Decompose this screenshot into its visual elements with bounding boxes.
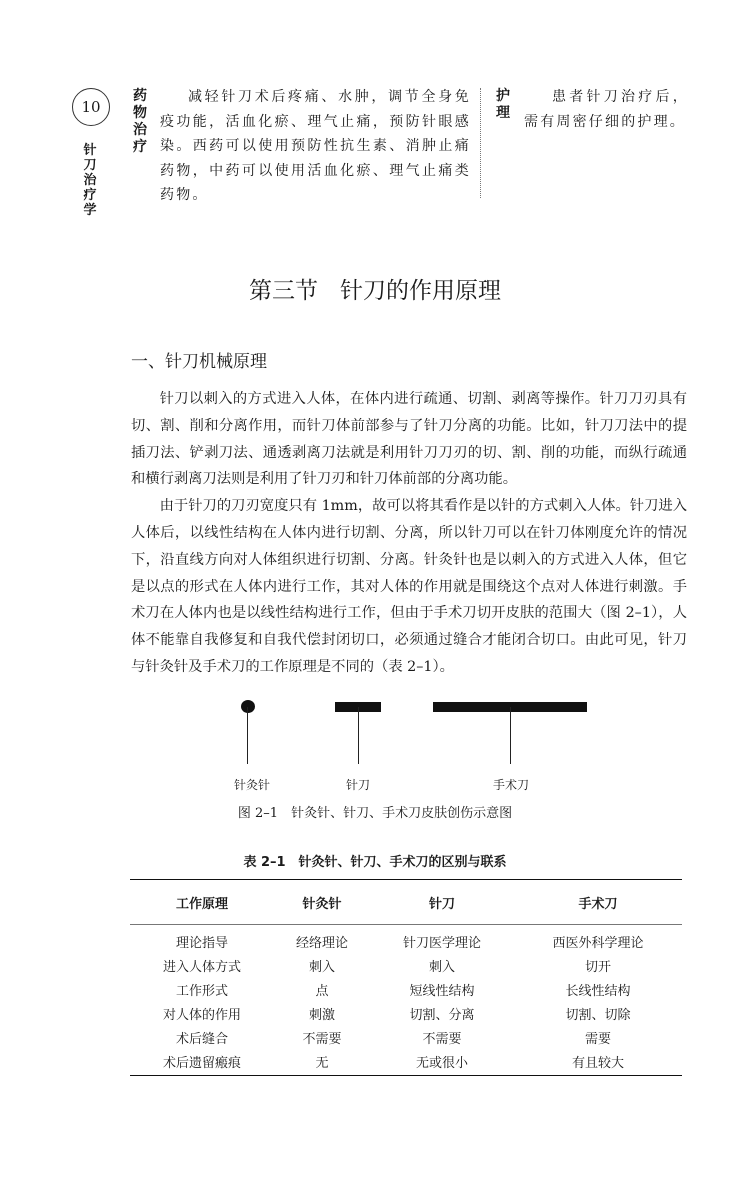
table-header: 针刀 xyxy=(370,880,514,925)
table-cell: 刺入 xyxy=(428,959,455,975)
table-cell: 经络理论 xyxy=(295,935,348,951)
table-header: 手术刀 xyxy=(514,880,682,925)
table-cell: 针刀医学理论 xyxy=(402,935,481,951)
table-cell: 无 xyxy=(274,1049,370,1076)
box-right-label: 护 理 xyxy=(496,88,510,121)
table-cell: 短线性结构 xyxy=(409,983,475,999)
table-cell: 无或很小 xyxy=(370,1049,514,1076)
table-cell: 有且较大 xyxy=(514,1049,682,1076)
figure-label: 针灸针 xyxy=(233,778,271,792)
table-header: 针灸针 xyxy=(274,880,370,925)
table-cell: 不需要 xyxy=(302,1031,342,1047)
table-row xyxy=(130,977,682,1001)
table-cell: 切割、切除 xyxy=(565,1007,631,1023)
table-cell: 不需要 xyxy=(422,1031,462,1047)
table-row xyxy=(130,1049,682,1076)
table-cell: 术后遗留瘢痕 xyxy=(130,1049,274,1076)
table-cell: 理论指导 xyxy=(175,935,228,951)
page-number: 10 xyxy=(72,88,110,126)
table-cell: 刺入 xyxy=(308,959,335,975)
table-header-row xyxy=(130,880,682,925)
figure-label: 针刀 xyxy=(345,778,371,792)
needle-knife-line xyxy=(358,707,359,764)
table-cell: 工作形式 xyxy=(175,983,228,999)
scalpel-line xyxy=(510,707,511,764)
box-divider xyxy=(480,88,481,198)
section-number: 第三节 xyxy=(249,278,318,304)
table-cell: 刺激 xyxy=(308,1007,335,1023)
subheading: 一、针刀机械原理 xyxy=(131,352,267,372)
section-name: 针刀的作用原理 xyxy=(340,278,501,304)
table-cell: 需要 xyxy=(584,1031,611,1047)
table-cell: 点 xyxy=(315,983,329,999)
table-cell: 切割、分离 xyxy=(409,1007,475,1023)
box-left-label: 药 物 治 疗 xyxy=(133,88,147,155)
acupuncture-needle-mark xyxy=(241,700,255,713)
comparison-table xyxy=(130,879,682,1076)
table-row xyxy=(130,1025,682,1049)
table-row xyxy=(130,953,682,977)
table-cell: 进入人体方式 xyxy=(162,959,241,975)
table-cell: 西医外科学理论 xyxy=(552,935,644,951)
table-cell: 术后缝合 xyxy=(175,1031,228,1047)
paragraph: 由于针刀的刀刃宽度只有 1mm，故可以将其看作是以针的方式刺入人体。针刀进入人体后，以线性结构在人体内进行切割、分离，所以针刀可以在针刀体刚度允许的情况下，沿直线方向对人体组织进行切割、分离。针灸针也是以刺入的方式进入人体，但它是以点的形式在人体内进行工作，其对人体的作用就是围绕这个点对人体进行刺激。手术刀在人体内也是以线性结构进行工作，但由于手术刀切开皮肤的范围大（图 2–1），人体不能靠自我修复和自我代偿封闭切口，必须通过缝合才能闭合切口。由此可见，针刀与针灸针及手术刀的工作原理是不同的（表 2–1）。 xyxy=(131,498,687,675)
table-cell: 长线性结构 xyxy=(565,983,631,999)
acupuncture-needle-line xyxy=(247,707,248,764)
table-cell: 对人体的作用 xyxy=(162,1007,241,1023)
table-caption: 表 2–1 针灸针、针刀、手术刀的区别与联系 xyxy=(243,855,507,870)
paragraph: 针刀以刺入的方式进入人体，在体内进行疏通、切割、剥离等操作。针刀刀刃具有切、割、削和分离作用，而针刀体前部参与了针刀分离的功能。比如，针刀刀法中的提插刀法、铲剥刀法、通透剥离刀法就是利用针刀刀刃的切、割、削的功能，而纵行疏通和横行剥离刀法则是利用了针刀刃和针刀体前部的分离功能。 xyxy=(131,391,687,488)
table-cell: 切开 xyxy=(584,959,611,975)
figure-caption: 图 2–1 针灸针、针刀、手术刀皮肤创伤示意图 xyxy=(237,806,513,821)
table-row xyxy=(130,1001,682,1025)
table-row xyxy=(130,925,682,954)
body-text xyxy=(131,386,687,681)
box-right-text: 患者针刀治疗后，需有周密仔细的护理。 xyxy=(524,89,689,130)
running-title: 针 刀 治 疗 学 xyxy=(83,143,97,218)
figure-label: 手术刀 xyxy=(492,778,530,792)
box-left-text: 减轻针刀术后疼痛、水肿，调节全身免疫功能，活血化瘀、理气止痛，预防针眼感染。西药可以使用预防性抗生素、消肿止痛药物，中药可以使用活血化瘀、理气止痛类药物。 xyxy=(160,89,471,203)
table-header: 工作原理 xyxy=(130,880,274,925)
section-title xyxy=(0,272,750,305)
